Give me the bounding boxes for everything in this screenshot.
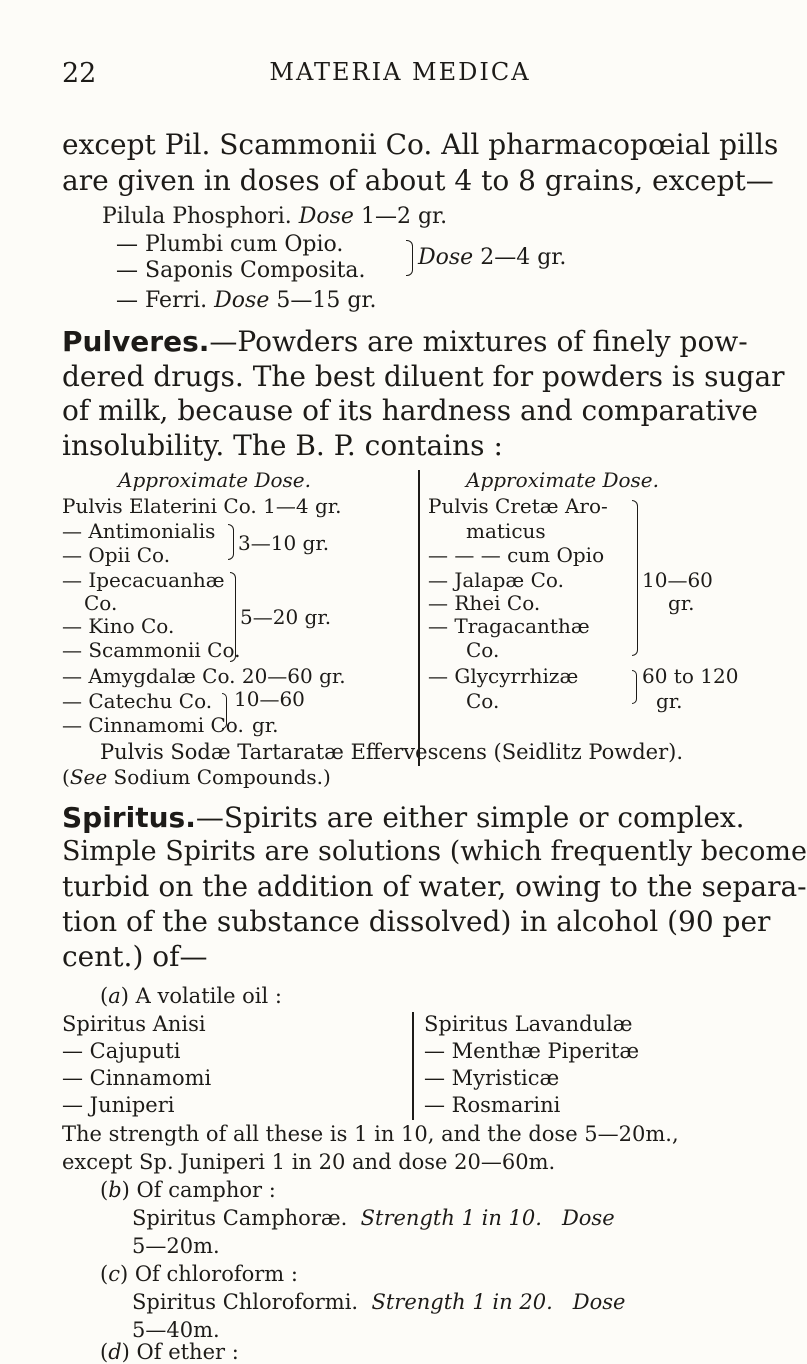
right-row: Pulvis Cretæ Aro-	[428, 494, 608, 518]
left-row: — Cinnamomi Co.	[62, 713, 244, 737]
pulveres-line-3: of milk, because of its hardness and comparative	[62, 394, 758, 427]
pulveres-title: Pulveres.	[62, 325, 210, 358]
spiritus-line-2: Simple Spirits are solutions (which frequently become	[62, 836, 807, 867]
seidlitz-line-1: Pulvis Sodæ Tartaratæ Effervescens (Seidlitz Powder).	[100, 740, 683, 764]
strength-line-1: The strength of all these is 1 in 10, and the dose 5—20m.,	[62, 1122, 679, 1146]
chloroform-dose: 5—40m.	[132, 1318, 220, 1342]
chloroform-head: (c) Of chloroform :	[100, 1262, 298, 1286]
spirit-left: — Cajuputi	[62, 1039, 181, 1063]
pulveres-line-2: dered drugs. The best diluent for powders is sugar	[62, 360, 785, 393]
spirit-right: Spiritus Lavandulæ	[424, 1012, 633, 1036]
pills-line-2: are given in doses of about 4 to 8 grains, except—	[62, 164, 774, 197]
left-column-header: Approximate Dose.	[118, 468, 311, 492]
pilula-phosphori: Pilula Phosphori. Dose 1—2 gr.	[102, 204, 448, 229]
camphor-dose: 5—20m.	[132, 1234, 220, 1258]
camphor-head: (b) Of camphor :	[100, 1178, 276, 1202]
left-row: — Scammonii Co.	[62, 638, 241, 662]
pilula-plumbi: — Plumbi cum Opio.	[116, 232, 344, 257]
column-divider	[418, 470, 420, 766]
strength-line-2: except Sp. Juniperi 1 in 20 and dose 20—60m.	[62, 1150, 556, 1174]
right-row: — Glycyrrhizæ	[428, 664, 579, 688]
spiritus-line-3: turbid on the addition of water, owing to the separa-	[62, 870, 807, 903]
camphor-line: Spiritus Camphoræ. Strength 1 in 10. Dose	[132, 1206, 615, 1230]
seidlitz-line-2: (See Sodium Compounds.)	[62, 765, 331, 789]
right-row: maticus	[466, 519, 546, 543]
right-dose: 60 to 120	[642, 664, 739, 688]
left-dose: gr.	[252, 713, 279, 737]
left-row: — Catechu Co.	[62, 689, 213, 713]
brace	[406, 240, 413, 276]
brace	[230, 572, 236, 662]
spirit-right: — Menthæ Piperitæ	[424, 1039, 640, 1063]
pilula-saponis: — Saponis Composita.	[116, 258, 366, 283]
brace	[632, 670, 637, 704]
left-row: — Kino Co.	[62, 614, 175, 638]
right-row: — Rhei Co.	[428, 591, 541, 615]
spiritus-line-1: Spiritus.—Spirits are either simple or complex.	[62, 801, 745, 834]
chloroform-line: Spiritus Chloroformi. Strength 1 in 20. Dose	[132, 1290, 626, 1314]
volatile-head: (a) A volatile oil :	[100, 984, 282, 1008]
spirit-right: — Myristicæ	[424, 1066, 560, 1090]
pills-line-1: except Pil. Scammonii Co. All pharmacopœial pills	[62, 128, 779, 161]
spirit-left: — Juniperi	[62, 1093, 175, 1117]
right-row: — Tragacanthæ	[428, 614, 590, 638]
page-number: 22	[62, 58, 97, 89]
spirit-left: Spiritus Anisi	[62, 1012, 206, 1036]
left-row: — Antimonialis	[62, 519, 216, 543]
right-dose: gr.	[668, 591, 695, 615]
spiritus-line-4: tion of the substance dissolved) in alcohol (90 per	[62, 905, 771, 938]
brace	[222, 693, 227, 729]
column-divider	[412, 1012, 414, 1120]
left-dose: 3—10 gr.	[238, 531, 330, 555]
ether-head: (d) Of ether :	[100, 1340, 239, 1364]
left-dose: 5—20 gr.	[240, 605, 332, 629]
spiritus-title: Spiritus.	[62, 801, 196, 834]
spirit-right: — Rosmarini	[424, 1093, 561, 1117]
right-row: Co.	[466, 689, 500, 713]
pulveres-line-4: insolubility. The B. P. contains :	[62, 429, 503, 462]
right-dose: gr.	[656, 689, 683, 713]
right-dose: 10—60	[642, 568, 713, 592]
pilula-ferri: — Ferri. Dose 5—15 gr.	[116, 288, 377, 313]
left-row: — Opii Co.	[62, 543, 171, 567]
right-row: — — — cum Opio	[428, 543, 605, 567]
running-head: MATERIA MEDICA	[269, 58, 531, 86]
left-row: — Ipecacuanhæ	[62, 568, 225, 592]
right-column-header: Approximate Dose.	[466, 468, 659, 492]
left-dose: 10—60	[234, 687, 305, 711]
left-row: Co.	[84, 591, 118, 615]
right-row: — Jalapæ Co.	[428, 568, 564, 592]
spiritus-line-5: cent.) of—	[62, 940, 208, 973]
pills-dose-group: Dose 2—4 gr.	[418, 245, 567, 270]
brace	[632, 500, 638, 656]
brace	[228, 524, 234, 560]
left-row: — Amygdalæ Co. 20—60 gr.	[62, 664, 346, 688]
pulveres-line-1: Pulveres.—Powders are mixtures of finely pow-	[62, 325, 748, 358]
left-row: Pulvis Elaterini Co. 1—4 gr.	[62, 494, 342, 518]
right-row: Co.	[466, 638, 500, 662]
spirit-left: — Cinnamomi	[62, 1066, 212, 1090]
